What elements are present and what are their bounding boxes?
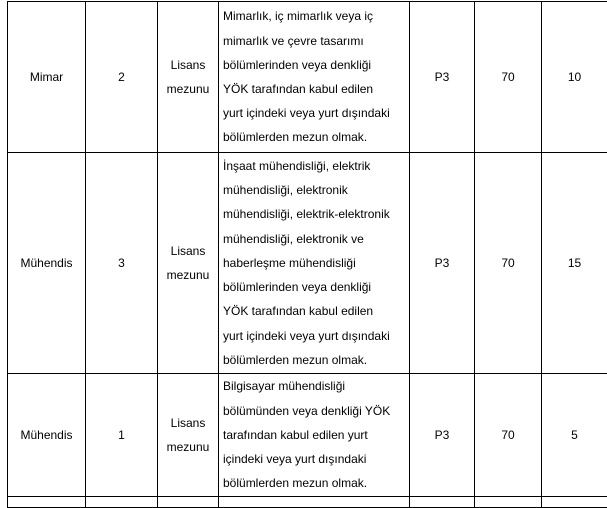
description-line: Bilgisayar mühendisliği <box>223 374 407 398</box>
score-type-cell: P3 <box>410 153 475 374</box>
age-cell: 15 <box>542 153 607 374</box>
description-line: bölümlerden mezun olmak. <box>223 348 407 372</box>
description-line: bölümlerinden veya denkliği <box>223 275 407 299</box>
empty-cell <box>8 497 86 508</box>
min-score-cell: 70 <box>475 2 542 153</box>
qualification-description-cell <box>219 153 410 374</box>
education-cell <box>158 2 219 153</box>
description-line: haberleşme mühendisliği <box>223 251 407 275</box>
empty-cell <box>542 497 607 508</box>
education-line: mezunu <box>158 77 218 101</box>
position-count-cell: 3 <box>86 153 158 374</box>
position-count-cell: 1 <box>86 374 158 497</box>
description-line: tarafından kabul edilen yurt <box>223 423 407 447</box>
position-title-cell: Mimar <box>8 2 86 153</box>
description-line: mühendisliği, elektronik ve <box>223 227 407 251</box>
description-line: yurt içindeki veya yurt dışındaki <box>223 101 407 125</box>
min-score-cell: 70 <box>475 153 542 374</box>
empty-cell <box>158 497 219 508</box>
description-line: YÖK tarafından kabul edilen <box>223 299 407 323</box>
description-line: bölümlerden mezun olmak. <box>223 471 407 495</box>
empty-cell <box>86 497 158 508</box>
description-line: YÖK tarafından kabul edilen <box>223 77 407 101</box>
description-line: İnşaat mühendisliği, elektrik <box>223 154 407 178</box>
description-line: bölümünden veya denkliği YÖK <box>223 399 407 423</box>
empty-cell <box>219 497 410 508</box>
description-line: içindeki veya yurt dışındaki <box>223 447 407 471</box>
position-title-cell: Mühendis <box>8 153 86 374</box>
education-line: Lisans <box>158 53 218 77</box>
empty-cell <box>475 497 542 508</box>
description-line: mimarlık ve çevre tasarımı <box>223 29 407 53</box>
age-cell: 10 <box>542 2 607 153</box>
min-score-cell: 70 <box>475 374 542 497</box>
table-row <box>8 374 607 497</box>
education-line: Lisans <box>158 239 218 263</box>
positions-table <box>7 1 607 508</box>
education-cell <box>158 374 219 497</box>
description-line: mühendisliği, elektrik-elektronik <box>223 202 407 226</box>
description-line: bölümlerden mezun olmak. <box>223 125 407 149</box>
position-title-cell: Mühendis <box>8 374 86 497</box>
description-line: bölümlerinden veya denkliği <box>223 53 407 77</box>
education-cell <box>158 153 219 374</box>
qualification-description-cell <box>219 374 410 497</box>
table-row-partial <box>8 497 607 508</box>
position-count-cell: 2 <box>86 2 158 153</box>
age-cell: 5 <box>542 374 607 497</box>
education-line: Lisans <box>158 411 218 435</box>
description-line: yurt içindeki veya yurt dışındaki <box>223 324 407 348</box>
score-type-cell: P3 <box>410 374 475 497</box>
table-row <box>8 153 607 374</box>
education-line: mezunu <box>158 435 218 459</box>
description-line: Mimarlık, iç mimarlık veya iç <box>223 4 407 28</box>
qualification-description-cell <box>219 2 410 153</box>
score-type-cell: P3 <box>410 2 475 153</box>
table-row <box>8 2 607 153</box>
education-line: mezunu <box>158 263 218 287</box>
description-line: mühendisliği, elektronik <box>223 178 407 202</box>
empty-cell <box>410 497 475 508</box>
